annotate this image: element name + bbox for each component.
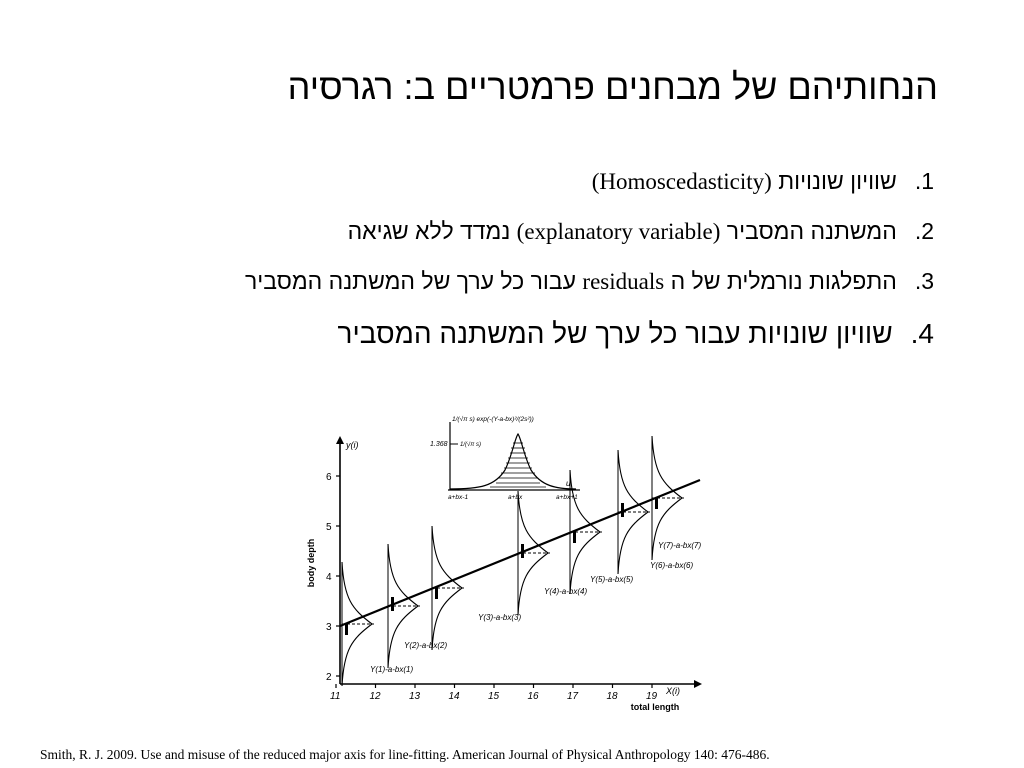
- residual-label: Y(7)-a-bx(7): [658, 541, 702, 550]
- y-axis-arrow: [336, 436, 344, 444]
- assumption-list: [54, 168, 934, 368]
- item-number: 1.: [914, 168, 934, 194]
- list-item: [54, 268, 934, 318]
- list-item: [54, 318, 934, 368]
- inset-right-tick: a+bx+1: [556, 494, 578, 501]
- y-ticks: [326, 472, 340, 683]
- citation: Smith, R. J. 2009. Use and misuse of the reduced major axis for line-fitting. American Journal of Physical Anthropology 140: 476-486.: [40, 747, 770, 762]
- item-text-hebrew: שוויון שונויות עבור כל ערך של המשתנה המסביר: [337, 318, 893, 349]
- item-number: 3.: [914, 268, 934, 294]
- x-axis-label: total length: [630, 702, 680, 712]
- y-tick-label: 3: [326, 622, 332, 633]
- y-axis-symbol: y(i): [346, 440, 359, 450]
- normal-curves: [342, 436, 684, 686]
- inset-normal-curve: [430, 415, 580, 501]
- x-tick-label: 16: [527, 691, 539, 702]
- x-axis-arrow: [694, 680, 702, 688]
- residual-label: Y(5)-a-bx(5): [590, 575, 634, 584]
- x-tick-label: 14: [448, 691, 460, 702]
- inset-left-tick: a+bx-1: [448, 494, 469, 501]
- item-number: 4.: [910, 318, 934, 349]
- observation-point: [621, 503, 624, 517]
- residual-label: Y(4)-a-bx(4): [544, 587, 588, 596]
- y-tick-label: 2: [326, 672, 332, 683]
- inset-axis-symbol: u: [566, 479, 571, 488]
- observation-point: [435, 587, 438, 599]
- y-tick-label: 5: [326, 522, 332, 533]
- slide-title: הנחותיהם של מבחנים פרמטריים ב: רגרסיה: [287, 66, 938, 107]
- item-text-hebrew: שוויון שונויות: [778, 168, 897, 194]
- inset-mid-tick: a+bx: [508, 494, 523, 501]
- y-axis-label: body depth: [306, 538, 316, 588]
- item-text-hebrew-suffix: עבור כל ערך של המשתנה המסביר: [245, 268, 577, 294]
- inset-peak-formula: 1/(√π s): [460, 442, 481, 448]
- y-tick-label: 4: [326, 572, 332, 583]
- x-tick-label: 15: [488, 691, 500, 702]
- item-text-hebrew: המשתנה המסביר: [726, 218, 897, 244]
- inset-hatching: [490, 443, 546, 487]
- item-text-hebrew-suffix: נמדד ללא שגיאה: [347, 218, 511, 244]
- list-item: [54, 168, 934, 218]
- item-text-english: (Homoscedasticity): [591, 169, 772, 194]
- inset-formula: 1/(√π s) exp(-(Y-a-bx)²/(2s²)): [452, 416, 534, 423]
- list-item: [54, 218, 934, 268]
- item-text-english: (explanatory variable): [516, 219, 721, 244]
- observation-point: [521, 544, 524, 558]
- x-axis-symbol: X(i): [666, 686, 680, 696]
- y-tick-label: 6: [326, 472, 332, 483]
- x-tick-label: 12: [369, 691, 381, 702]
- x-tick-label: 19: [646, 691, 658, 702]
- residual-label: Y(2)-a-bx(2): [404, 641, 448, 650]
- residual-label: Y(3)-a-bx(3): [478, 613, 522, 622]
- inset-peak-label: 1.368: [430, 441, 448, 448]
- x-tick-label: 17: [567, 691, 579, 702]
- x-tick-label: 13: [409, 691, 421, 702]
- residual-labels: [370, 541, 701, 674]
- observation-point: [345, 623, 348, 635]
- observation-point: [573, 531, 576, 543]
- regression-figure: [300, 408, 720, 718]
- observation-point: [655, 497, 658, 509]
- x-ticks: [330, 684, 658, 702]
- item-text-hebrew: התפלגות נורמלית של ה: [670, 268, 897, 294]
- item-number: 2.: [914, 218, 934, 244]
- x-tick-label: 11: [330, 691, 341, 702]
- residual-label: Y(6)-a-bx(6): [650, 561, 694, 570]
- item-text-english: residuals: [582, 269, 665, 294]
- residual-label: Y(1)-a-bx(1): [370, 665, 414, 674]
- x-tick-label: 18: [606, 691, 618, 702]
- observation-point: [391, 597, 394, 611]
